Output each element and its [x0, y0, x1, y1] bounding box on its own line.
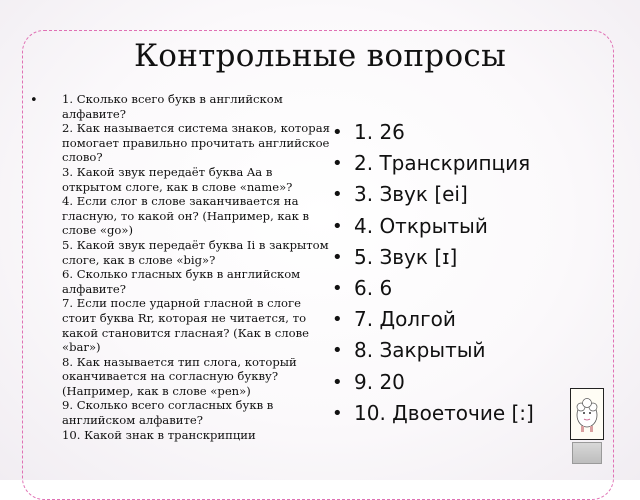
question-item: 5. Какой звук передаёт буква Ii в закрытом слоге, как в слове «big»?: [62, 237, 329, 267]
answer-item: • 1. 26: [330, 117, 534, 148]
cartoon-sheep-icon[interactable]: [570, 388, 604, 440]
slide-title: Контрольные вопросы: [133, 38, 507, 74]
thumbnail-scroll-bar[interactable]: [572, 442, 602, 464]
question-item: 8. Как называется тип слога, который оканчивается на согласную букву? (Например, как в слове «pen»): [62, 354, 297, 398]
answer-item: • 8. Закрытый: [330, 335, 534, 366]
answers-list: [330, 117, 534, 429]
question-item: 3. Какой звук передаёт буква Aa в открытом слоге, как в слове «name»?: [62, 164, 293, 194]
answer-item: • 5. Звук [ɪ]: [330, 242, 534, 273]
questions-list: [62, 92, 330, 442]
answer-item: • 2. Транскрипция: [330, 148, 534, 179]
bullet-icon: •: [30, 93, 38, 108]
question-item: 6. Сколько гласных букв в английском алфавите?: [62, 267, 301, 296]
answer-item: • 6. 6: [330, 273, 534, 304]
question-item: 2. Как называется система знаков, которая помогает правильно прочитать английское слово?: [62, 121, 330, 165]
answer-item: • 4. Открытый: [330, 211, 534, 242]
question-item: 4. Если слог в слове заканчивается на гласную, то какой он? (Например, как в слове «go»): [62, 194, 310, 238]
question-item: 7. Если после ударной гласной в слоге стоит буква Rr, которая не читается, то какой становится гласная? (Как в слове «bar»): [62, 296, 309, 355]
question-item: 10. Какой знак в транскрипции: [62, 427, 256, 442]
answer-item: • 9. 20: [330, 367, 534, 398]
questions-block: [30, 92, 330, 442]
answer-item: • 10. Двоеточие [:]: [330, 398, 534, 429]
answer-item: • 3. Звук [ei]: [330, 179, 534, 210]
question-item: 9. Сколько всего согласных букв в английском алфавите?: [62, 398, 274, 428]
answer-item: • 7. Долгой: [330, 304, 534, 335]
question-item: 1. Сколько всего букв в английском алфавите?: [62, 92, 283, 121]
